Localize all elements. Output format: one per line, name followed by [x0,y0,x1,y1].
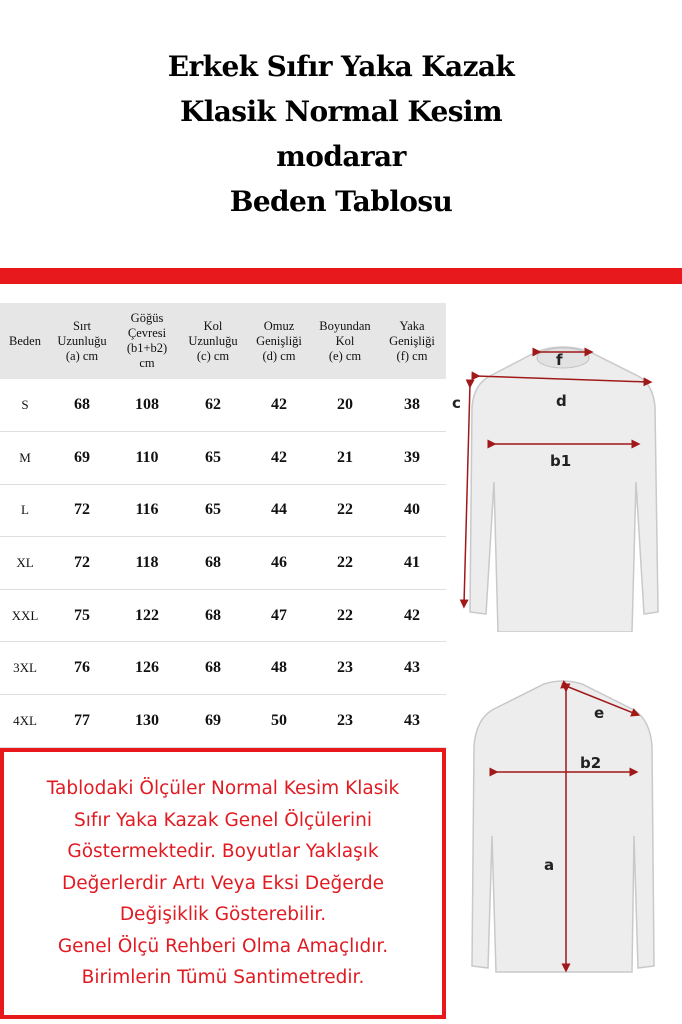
table-cell: 75 [50,589,114,642]
sweater-back-diagram [448,676,678,976]
table-row [0,589,446,642]
brand-name: modarar [276,140,406,173]
size-cell: XXL [0,589,50,642]
table-cell: 40 [378,484,446,537]
size-cell: L [0,484,50,537]
sweater-front-diagram [448,332,678,632]
table-cell: 126 [114,642,180,695]
header-line: Uzunluğu [188,333,238,348]
table-cell: 20 [312,379,378,432]
title-line: Klasik Normal Kesim [179,95,502,128]
table-cell: 69 [180,695,246,748]
table-cell: 42 [246,432,312,485]
label-a: a [544,856,555,874]
disclaimer-text [39,773,407,994]
header-sirt-uzunlugu [50,303,114,379]
red-divider-bar [0,268,682,284]
table-row [0,695,446,748]
header-line: Göğüs [130,311,164,325]
table-cell: 38 [378,379,446,432]
title-line: Erkek Sıfır Yaka Kazak [167,50,515,83]
size-cell: XL [0,537,50,590]
table-cell: 118 [114,537,180,590]
label-f: f [556,351,563,369]
collar-shape [537,348,589,368]
page-title [0,44,682,224]
table-cell: 22 [312,484,378,537]
table-cell: 42 [378,589,446,642]
table-cell: 44 [246,484,312,537]
header-line: Genişliği [256,333,302,348]
header-line: (d) cm [262,348,296,363]
table-cell: 23 [312,695,378,748]
table-cell: 72 [50,484,114,537]
table-header-row [0,303,446,379]
table-cell: 41 [378,537,446,590]
table-row [0,484,446,537]
table-cell: 77 [50,695,114,748]
header-line: (e) cm [328,348,362,363]
table-cell: 122 [114,589,180,642]
table-cell: 21 [312,432,378,485]
header-line: (c) cm [196,348,230,363]
table-cell: 130 [114,695,180,748]
table-cell: 110 [114,432,180,485]
header-yaka-genisligi [378,303,446,379]
label-b1: b1 [550,452,572,470]
header-line: Genişliği [389,333,435,348]
table-cell: 68 [180,589,246,642]
table-cell: 65 [180,484,246,537]
sweater-back-svg [448,676,678,976]
header-omuz-genisligi [246,303,312,379]
label-d: d [556,392,567,410]
table-cell: 50 [246,695,312,748]
table-cell: 39 [378,432,446,485]
table-row [0,379,446,432]
label-c: c [452,394,461,412]
label-b2: b2 [580,754,602,772]
sweater-front-svg [448,332,678,632]
size-cell: S [0,379,50,432]
header-gogus-cevresi [114,303,180,379]
header-line: Kol [203,318,223,333]
table-cell: 68 [50,379,114,432]
table-cell: 62 [180,379,246,432]
size-cell: M [0,432,50,485]
disclaimer-line: Tablodaki Ölçüler Normal Kesim Klasik [46,778,400,800]
title-line: Beden Tablosu [229,185,453,218]
table-cell: 65 [180,432,246,485]
header-beden [0,303,50,379]
header-line: Sırt [72,318,92,333]
table-cell: 116 [114,484,180,537]
table-cell: 69 [50,432,114,485]
header-line: (b1+b2) [126,341,168,355]
header-line: (a) cm [65,348,99,363]
size-cell: 4XL [0,695,50,748]
disclaimer-line: Genel Ölçü Rehberi Olma Amaçlıdır. [57,935,389,957]
table-cell: 22 [312,537,378,590]
size-cell: 3XL [0,642,50,695]
table-cell: 48 [246,642,312,695]
table-cell: 72 [50,537,114,590]
header-line: cm [139,356,155,370]
size-chart-table [0,303,446,748]
table-row [0,432,446,485]
disclaimer-line: Birimlerin Tümü Santimetredir. [81,967,365,989]
header-line: Beden [9,333,41,348]
table-cell: 76 [50,642,114,695]
table-cell: 23 [312,642,378,695]
table-cell: 43 [378,695,446,748]
table-row [0,537,446,590]
table-cell: 46 [246,537,312,590]
header-line: Çevresi [127,326,167,340]
disclaimer-line: Değişiklik Gösterebilir. [119,904,327,926]
disclaimer-line: Sıfır Yaka Kazak Genel Ölçülerini [73,809,373,831]
table-cell: 68 [180,642,246,695]
table-cell: 43 [378,642,446,695]
disclaimer-line: Göstermektedir. Boyutlar Yaklaşık [67,841,379,863]
header-boyundan-kol [312,303,378,379]
disclaimer-box [0,748,446,1019]
header-line: Uzunluğu [57,333,107,348]
table-cell: 108 [114,379,180,432]
label-e: e [594,704,605,722]
header-line: Omuz [263,318,295,333]
header-kol-uzunlugu [180,303,246,379]
header-line: Kol [335,333,355,348]
table-row [0,642,446,695]
disclaimer-line: Değerlerdir Artı Veya Eksi Değerde [61,872,385,894]
header-line: Boyundan [319,318,371,333]
header-line: (f) cm [396,348,428,363]
table-cell: 42 [246,379,312,432]
header-line: Yaka [399,318,425,333]
table-cell: 68 [180,537,246,590]
table-cell: 22 [312,589,378,642]
sweater-front-shape [470,347,658,632]
measure-line-c [464,384,470,604]
sweater-back-shape [472,681,654,972]
table-cell: 47 [246,589,312,642]
